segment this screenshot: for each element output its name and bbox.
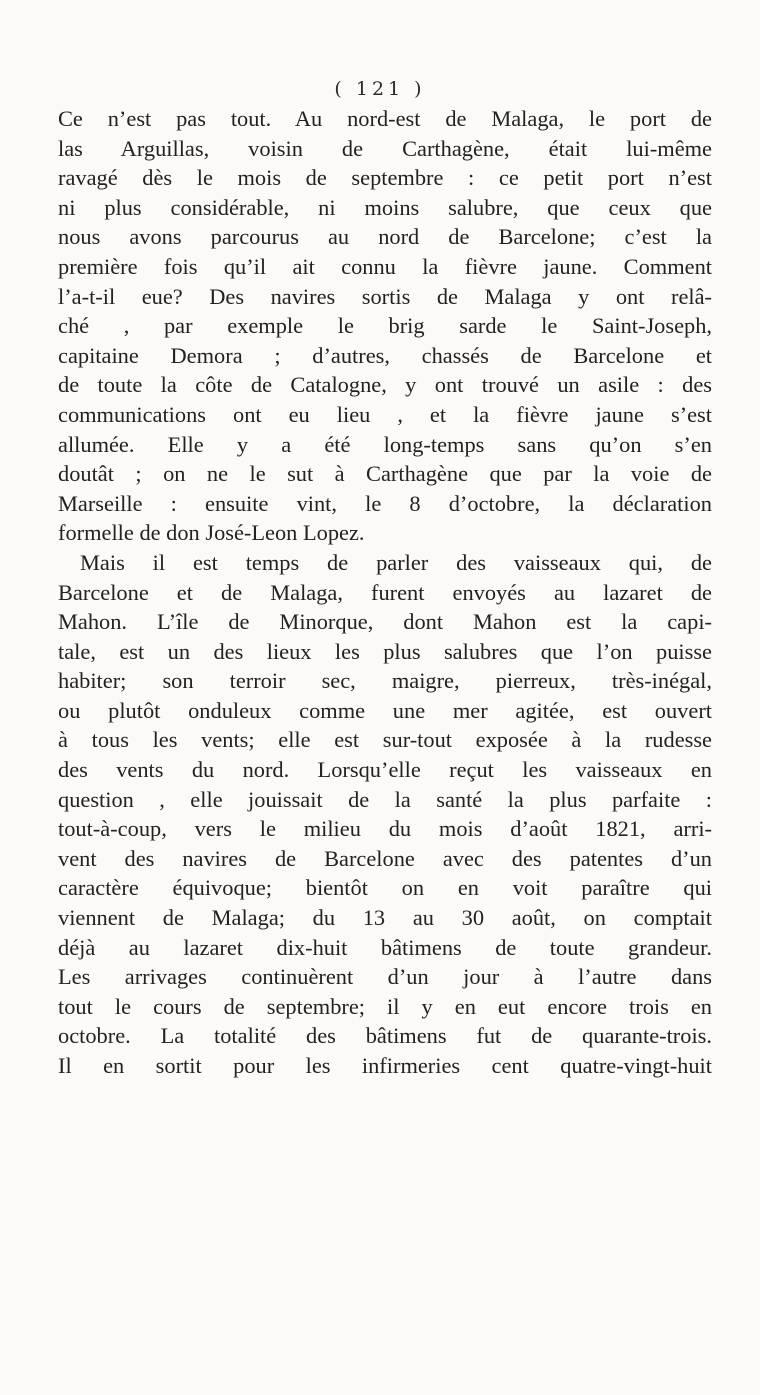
text-line: à tous les vents; elle est sur-tout exposée à la rudesse bbox=[58, 727, 712, 753]
text-line: Les arrivages continuèrent d’un jour à l’autre dans bbox=[58, 964, 712, 990]
text-line: doutât ; on ne le sut à Carthagène que par la voie de bbox=[58, 461, 712, 487]
text-line: Mahon. L’île de Minorque, dont Mahon est la capi- bbox=[58, 609, 712, 635]
text-line: capitaine Demora ; d’autres, chassés de Barcelone et bbox=[58, 342, 712, 368]
text-line: première fois qu’il ait connu la fièvre jaune. Comment bbox=[58, 253, 712, 279]
text-line: ché , par exemple le brig sarde le Saint-Joseph, bbox=[58, 313, 712, 339]
body-text bbox=[58, 104, 712, 1081]
text-line: caractère équivoque; bientôt on en voit paraître qui bbox=[58, 875, 712, 901]
text-line: formelle de don José-Leon Lopez. bbox=[58, 520, 365, 546]
text-line: Ce n’est pas tout. Au nord-est de Malaga, le port de bbox=[58, 106, 712, 131]
page-number: ( 121 ) bbox=[334, 78, 426, 100]
text-line: viennent de Malaga; du 13 au 30 août, on comptait bbox=[58, 905, 712, 931]
text-line: las Arguillas, voisin de Carthagène, était lui-même bbox=[58, 135, 712, 161]
text-line: ou plutôt onduleux comme une mer agitée, est ouvert bbox=[58, 697, 712, 723]
text-line: l’a-t-il eue? Des navires sortis de Malaga y ont relâ- bbox=[58, 283, 712, 309]
text-line: déjà au lazaret dix-huit bâtimens de toute grandeur. bbox=[58, 934, 712, 960]
text-line: nous avons parcourus au nord de Barcelone; c’est la bbox=[58, 224, 712, 250]
text-line: ravagé dès le mois de septembre : ce petit port n’est bbox=[58, 165, 712, 191]
text-line: vent des navires de Barcelone avec des patentes d’un bbox=[58, 845, 712, 871]
text-line: habiter; son terroir sec, maigre, pierreux, très-inégal, bbox=[58, 668, 712, 694]
text-line: Mais il est temps de parler des vaisseaux qui, de bbox=[80, 549, 712, 575]
text-line: Barcelone et de Malaga, furent envoyés au lazaret de bbox=[58, 579, 712, 605]
text-line: de toute la côte de Catalogne, y ont trouvé un asile : des bbox=[58, 372, 712, 398]
text-line: ni plus considérable, ni moins salubre, que ceux que bbox=[58, 194, 712, 220]
text-line: tout-à-coup, vers le milieu du mois d’août 1821, arri- bbox=[58, 816, 712, 842]
text-line: Il en sortit pour les infirmeries cent quatre-vingt-huit bbox=[58, 1053, 712, 1078]
text-line: question , elle jouissait de la santé la plus parfaite : bbox=[58, 786, 712, 812]
text-line: allumée. Elle y a été long-temps sans qu’on s’en bbox=[58, 431, 712, 457]
text-line: tout le cours de septembre; il y en eut encore trois en bbox=[58, 993, 712, 1019]
text-line: tale, est un des lieux les plus salubres que l’on puisse bbox=[58, 638, 712, 664]
text-line: communications ont eu lieu , et la fièvre jaune s’est bbox=[58, 401, 712, 427]
text-line: Marseille : ensuite vint, le 8 d’octobre, la déclaration bbox=[58, 490, 712, 516]
text-line: octobre. La totalité des bâtimens fut de quarante-trois. bbox=[58, 1023, 712, 1049]
text-line: des vents du nord. Lorsqu’elle reçut les vaisseaux en bbox=[58, 757, 712, 783]
